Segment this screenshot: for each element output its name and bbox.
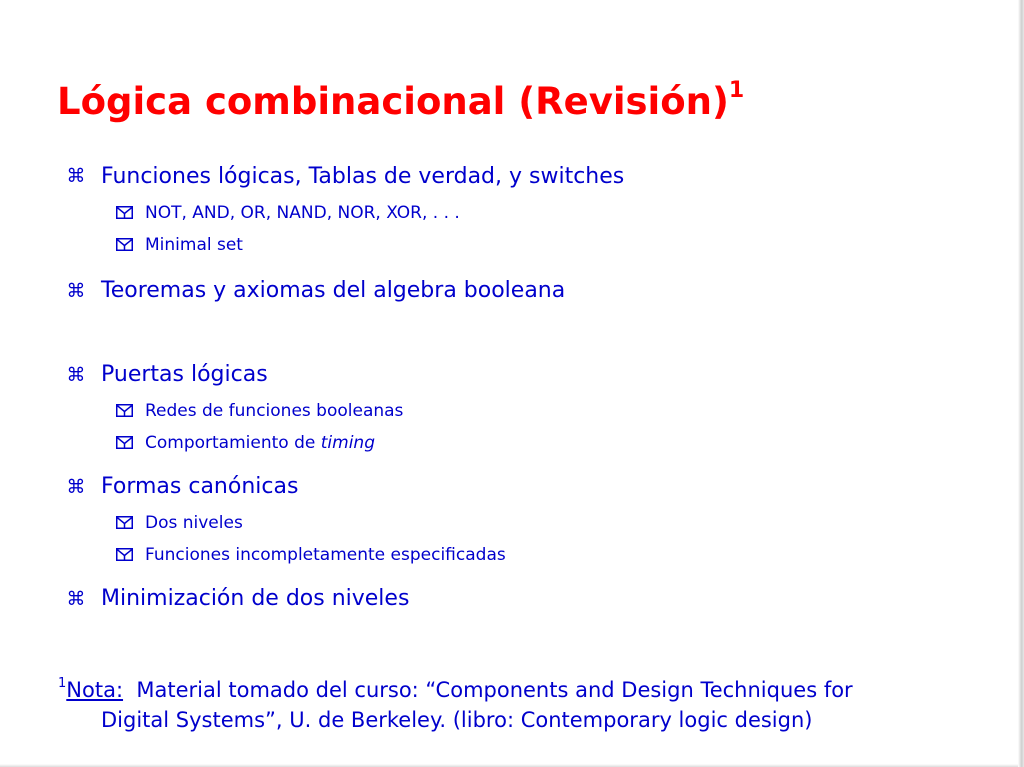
bullet-3-sub-2-prefix: Comportamiento de: [145, 433, 321, 453]
command-key-icon: ⌘: [66, 588, 86, 610]
slide-right-edge: [1018, 0, 1024, 767]
bullet-5-text: Minimización de dos niveles: [101, 586, 410, 611]
footnote-text-1: Material tomado del curso: “Components and Design Techniques for: [136, 678, 853, 702]
bullet-4-text: Formas canónicas: [101, 474, 299, 499]
footnote-label: Nota:: [66, 678, 124, 702]
command-key-icon: ⌘: [66, 280, 86, 302]
bullet-3-text: Puertas lógicas: [101, 362, 268, 387]
command-key-icon: ⌘: [66, 364, 86, 386]
title-footnote-marker: 1: [728, 77, 745, 103]
slide-title-text: Lógica combinacional (Revisión): [57, 80, 729, 123]
bullet-3-sub-1: Redes de funciones booleanas: [145, 401, 404, 421]
command-key-icon: ⌘: [66, 165, 86, 187]
bullet-1-sub-1: NOT, AND, OR, NAND, NOR, XOR, . . .: [145, 203, 460, 223]
checkbox-y-icon: [116, 238, 133, 251]
checkbox-y-icon: [116, 404, 133, 417]
footnote-marker: 1: [58, 676, 67, 691]
checkbox-y-icon: [116, 516, 133, 529]
bullet-1-text: Funciones lógicas, Tablas de verdad, y switches: [101, 164, 625, 189]
checkbox-y-icon: [116, 548, 133, 561]
bullet-1-sub-2: Minimal set: [145, 235, 243, 255]
bullet-2-text: Teoremas y axiomas del algebra booleana: [101, 278, 566, 303]
slide-title: [57, 77, 745, 123]
bullet-3-sub-2: [145, 433, 375, 453]
checkbox-y-icon: [116, 206, 133, 219]
footnote-line-1: [58, 678, 853, 702]
checkbox-y-icon: [116, 436, 133, 449]
bullet-4-sub-2: Funciones incompletamente especificadas: [145, 545, 506, 565]
bullet-4-sub-1: Dos niveles: [145, 513, 243, 533]
command-key-icon: ⌘: [66, 476, 86, 498]
footnote-line-2: Digital Systems”, U. de Berkeley. (libro: Contemporary logic design): [101, 708, 813, 732]
bullet-3-sub-2-emphasis: timing: [320, 433, 375, 453]
